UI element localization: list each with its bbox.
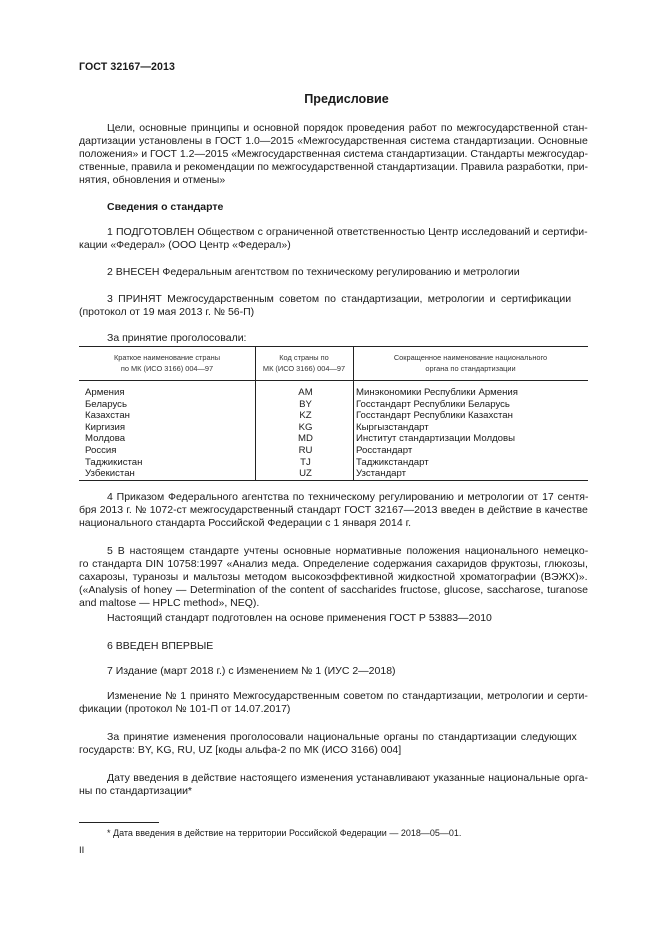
text-line: 3 ПРИНЯТ Межгосударственным советом по стандартизации, метрологии и сертификации bbox=[107, 293, 572, 305]
table-cell: Киргизия bbox=[85, 421, 126, 433]
table-cell: Беларусь bbox=[85, 398, 127, 410]
voting-table bbox=[79, 346, 588, 481]
header-line: по МК (ИСО 3166) 004—97 bbox=[120, 363, 214, 373]
table-column-body bbox=[356, 387, 518, 480]
text-line: нятия, обновления и отмены» bbox=[79, 174, 226, 186]
table-cell: Таджикстандарт bbox=[356, 456, 429, 468]
table-cell: Таджикистан bbox=[85, 456, 143, 468]
text-line: («Analysis of honey — Determination of the content of saccharides fructose, glucose, saccharose, turanose bbox=[79, 584, 589, 596]
footnote-rule bbox=[79, 822, 159, 823]
table-cell: TJ bbox=[300, 456, 311, 468]
table-cell: RU bbox=[298, 444, 313, 456]
table-cell: Минэкономики Республики Армения bbox=[356, 387, 518, 398]
table-cell: Росстандарт bbox=[356, 444, 413, 456]
text-line: Настоящий стандарт подготовлен на основе применения ГОСТ Р 53883—2010 bbox=[107, 612, 492, 624]
text-line: фикации (протокол № 101-П от 14.07.2017) bbox=[79, 703, 291, 715]
header-line: МК (ИСО 3166) 004—97 bbox=[262, 363, 346, 373]
table-header-divider bbox=[79, 380, 588, 381]
table-cell: BY bbox=[299, 398, 312, 410]
table-cell: Молдова bbox=[85, 433, 126, 445]
table-cell: Институт стандартизации Молдовы bbox=[356, 433, 515, 445]
item-2: 2 ВНЕСЕН Федеральным агентством по техническому регулированию и метрологии bbox=[107, 266, 520, 278]
text-line: Цели, основные принципы и основной порядок проведения работ по межгосударственной стан- bbox=[107, 122, 588, 134]
text-line: За принятие изменения проголосовали национальные органы по стандартизации следующих bbox=[107, 731, 577, 743]
header-line: Сокращенное наименование национального bbox=[393, 353, 548, 362]
table-header-country bbox=[79, 353, 255, 374]
text-line: ны по стандартизации* bbox=[79, 785, 193, 797]
text-line: 4 Приказом Федерального агентства по техническому регулированию и метрологии от 17 сентя- bbox=[107, 491, 589, 503]
header-line: Краткое наименование страны bbox=[113, 353, 221, 362]
text-line: (протокол от 19 мая 2013 г. № 56-П) bbox=[79, 306, 255, 318]
text-line: ственные, правила и рекомендации по межгосударственной стандартизации. Правила разработки, при- bbox=[79, 161, 589, 173]
text-line: Изменение № 1 принято Межгосударственным советом по стандартизации, метрологии и серти- bbox=[107, 690, 588, 702]
table-cell: Госстандарт Республики Беларусь bbox=[356, 398, 510, 410]
item-7: 7 Издание (март 2018 г.) с Изменением № 1 (ИУС 2—2018) bbox=[107, 665, 396, 677]
table-cell: KG bbox=[298, 421, 313, 433]
table-cell: AM bbox=[298, 387, 313, 398]
text-line: бря 2013 г. № 1072-ст межгосударственный стандарт ГОСТ 32167—2013 введен в действие в качестве bbox=[79, 504, 588, 516]
header-line: Код страны по bbox=[279, 353, 329, 362]
voted-label: За принятие проголосовали: bbox=[107, 332, 247, 344]
table-header-body bbox=[353, 353, 588, 374]
table-cell: KZ bbox=[299, 410, 312, 422]
table-cell: Армения bbox=[85, 387, 125, 398]
item-6: 6 ВВЕДЕН ВПЕРВЫЕ bbox=[107, 640, 214, 652]
table-cell: Россия bbox=[85, 444, 117, 456]
table-cell: MD bbox=[298, 433, 313, 445]
text-line: государств: BY, KG, RU, UZ [коды альфа-2 по МК (ИСО 3166) 004] bbox=[79, 744, 402, 756]
text-line: го стандарта DIN 10758:1997 «Анализ меда. Определение содержания сахаридов фруктозы, глюкозы, bbox=[79, 558, 588, 570]
text-line: 1 ПОДГОТОВЛЕН Обществом с ограниченной ответственностью Центр исследований и сертифи- bbox=[107, 226, 588, 238]
table-column-country bbox=[85, 387, 142, 480]
table-cell: Казахстан bbox=[85, 410, 130, 422]
text-line: and maltose — HPLC method», NEQ). bbox=[79, 597, 260, 609]
header-line: органа по стандартизации bbox=[425, 363, 516, 373]
document-code: ГОСТ 32167—2013 bbox=[79, 61, 176, 73]
table-column-code bbox=[258, 387, 353, 480]
text-line: национального стандарта Российской Федерации с 1 января 2014 г. bbox=[79, 517, 412, 529]
table-cell: Узбекистан bbox=[85, 468, 135, 480]
page-title: Предисловие bbox=[304, 92, 389, 106]
table-cell: Кыргызстандарт bbox=[356, 421, 429, 433]
page-number: II bbox=[79, 845, 85, 856]
table-cell: Узстандарт bbox=[356, 468, 407, 480]
text-line: дартизации установлены в ГОСТ 1.0—2015 «Межгосударственная система стандартизации. Основные bbox=[79, 135, 588, 147]
section-heading: Сведения о стандарте bbox=[107, 201, 224, 213]
text-line: Дату введения в действие настоящего изменения устанавливают указанные национальные орга- bbox=[107, 772, 588, 784]
table-cell: Госстандарт Республики Казахстан bbox=[356, 410, 513, 422]
footnote: * Дата введения в действие на территории Российской Федерации — 2018—05—01. bbox=[107, 828, 462, 838]
text-line: кации «Федерал» (ООО Центр «Федерал») bbox=[79, 239, 291, 251]
table-cell: UZ bbox=[299, 468, 312, 480]
text-line: 5 В настоящем стандарте учтены основные нормативные положения национального немецко- bbox=[107, 545, 589, 557]
text-line: положения» и ГОСТ 1.2—2015 «Межгосударственная система стандартизации. Стандарты межгосудар- bbox=[79, 148, 589, 160]
table-header-code bbox=[255, 353, 353, 374]
text-line: сахарозы, туранозы и мальтозы методом высокоэффективной жидкостной хроматографии (ВЭЖХ)». bbox=[79, 571, 588, 583]
